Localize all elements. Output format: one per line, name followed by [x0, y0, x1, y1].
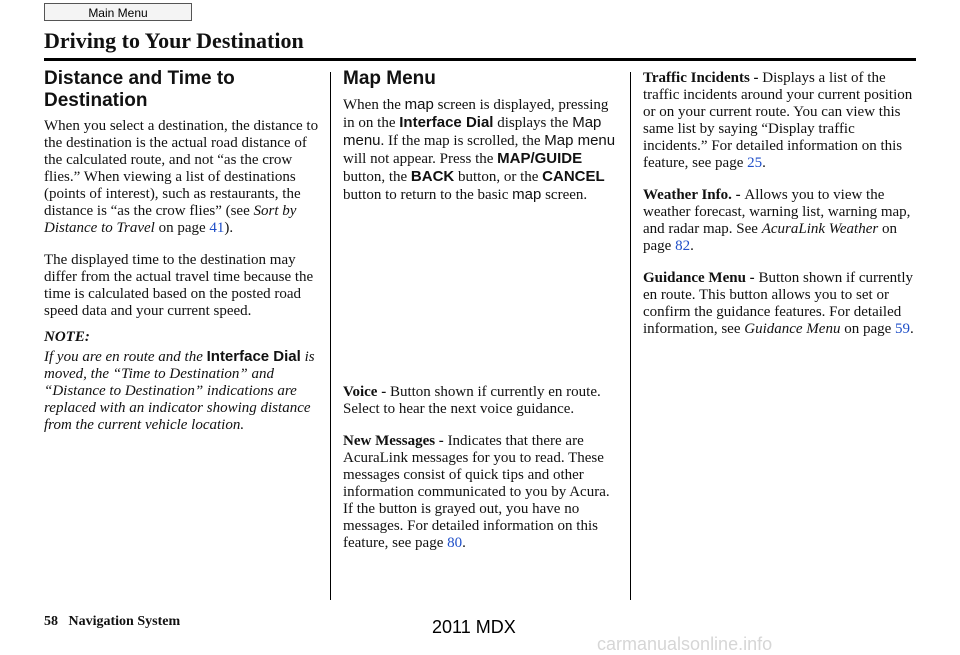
section-heading-distance-time: Distance and Time to Destination: [44, 68, 235, 111]
model-watermark: 2011 MDX: [432, 617, 516, 637]
paragraph-time: The displayed time to the destination may differ from the actual travel time because the time is calculated based on the posted road speed data and your current speed.: [44, 252, 314, 319]
page-number: 58: [44, 614, 58, 629]
page-link-82[interactable]: 82: [675, 238, 691, 254]
item-new-messages: New Messages - Indicates that there are AcuraLink messages for you to read. These messages consist of quick tips and other information communicated to you by Acura. If the button is grayed out, you have no messages. For detailed information on this feature, see page 80.: [343, 433, 610, 551]
ref-acuralink-weather: AcuraLink Weather: [761, 221, 879, 237]
item-guidance-menu: Guidance Menu - Button shown if currently en route. This button allows you to set or confirm the guidance features. For detailed information, see Guidance Menu on page 59.: [643, 270, 914, 337]
item-voice: Voice - Button shown if currently en route. Select to hear the next voice guidance.: [343, 384, 601, 417]
book-title: Navigation System: [68, 614, 181, 629]
page-link-59[interactable]: 59: [895, 321, 911, 337]
map-menu-image-area: [343, 219, 621, 384]
column-left: [44, 68, 320, 434]
page-title: Driving to Your Destination: [44, 28, 304, 53]
item-weather-info: Weather Info. - Allows you to view the weather forecast, warning list, warning map, and radar map. See AcuraLink Weather on page 82.: [643, 187, 911, 254]
column-divider-1: [330, 72, 331, 600]
note-text: If you are en route and the Interface Dial is moved, the “Time to Destination” and “Distance to Destination” indications are replaced with an indicator showing distance from the current vehicle location.: [44, 348, 315, 433]
paragraph-map-menu: When the map screen is displayed, pressing in on the Interface Dial displays the Map menu. If the map is scrolled, the Map menu will not appear. Press the MAP/GUIDE button, the BACK button, or the CANCEL button to return to the basic map screen.: [343, 96, 616, 203]
column-middle: [343, 68, 621, 567]
note-label: NOTE:: [44, 329, 90, 345]
header-divider: [44, 58, 916, 61]
note-block: [44, 329, 320, 434]
column-divider-2: [630, 72, 631, 600]
main-menu-button[interactable]: Main Menu: [44, 3, 192, 21]
column-right: [643, 70, 919, 353]
paragraph-distance: When you select a destination, the distance to the destination is the actual road distance of the calculated route, and not “as the crow flies.” When viewing a list of destinations (points of interest), such as restaurants, the distance is “as the crow flies” (see Sort by Distance to Travel on page 41).: [44, 118, 319, 236]
ref-sort-by-distance: Sort by Distance to Travel: [44, 203, 297, 236]
item-traffic-incidents: Traffic Incidents - Displays a list of the traffic incidents around your current position or on your current route. You can view this same list by saying “Display traffic incidents.” For detailed information on this feature, see page 25.: [643, 70, 913, 171]
page-link-80[interactable]: 80: [447, 535, 463, 551]
page-link-41[interactable]: 41: [209, 220, 225, 236]
section-heading-map-menu: Map Menu: [343, 68, 436, 89]
footer-page-info: [44, 614, 180, 630]
ref-guidance-menu: Guidance Menu: [744, 321, 841, 337]
site-watermark: carmanualsonline.info: [597, 634, 773, 654]
page-link-25[interactable]: 25: [747, 155, 763, 171]
